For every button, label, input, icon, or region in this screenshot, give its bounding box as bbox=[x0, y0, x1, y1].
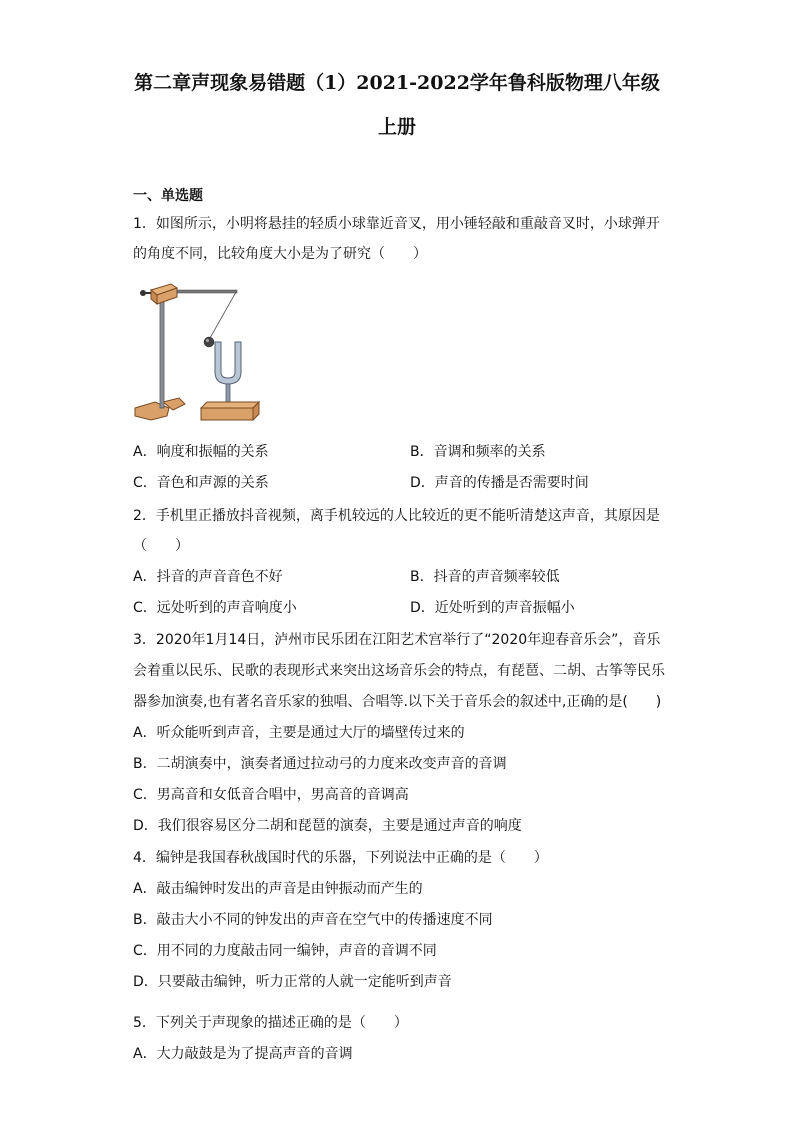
q1-stem-line2: 的角度不同，比较角度大小是为了研究（ ） bbox=[133, 246, 427, 262]
q4-option-b: B．敲击大小不同的钟发出的声音在空气中的传播速度不同 bbox=[133, 912, 493, 928]
q3-stem-line2: 会着重以民乐、民歌的表现形式来突出这场音乐会的特点，有琵琶、二胡、古筝等民乐 bbox=[133, 663, 665, 679]
tuning-fork-figure bbox=[133, 280, 268, 428]
q2-option-d: D．近处听到的声音振幅小 bbox=[410, 600, 575, 616]
q3-option-b: B．二胡演奏中，演奏者通过拉动弓的力度来改变声音的音调 bbox=[133, 756, 507, 772]
q4-option-c: C．用不同的力度敲击同一编钟，声音的音调不同 bbox=[133, 943, 437, 959]
q3-option-c: C．男高音和女低音合唱中，男高音的音调高 bbox=[133, 787, 409, 803]
q1-stem-line1: 1．如图所示，小明将悬挂的轻质小球靠近音叉，用小锤轻敲和重敲音叉时，小球弹开 bbox=[133, 216, 660, 232]
q4-option-a: A．敲击编钟时发出的声音是由钟振动而产生的 bbox=[133, 881, 423, 897]
section-heading: 一、单选题 bbox=[133, 188, 203, 204]
q5-stem: 5．下列关于声现象的描述正确的是（ ） bbox=[133, 1015, 408, 1031]
q1-option-c: C．音色和声源的关系 bbox=[133, 475, 269, 491]
q3-option-a: A．听众能听到声音，主要是通过大厅的墙壁传过来的 bbox=[133, 725, 465, 741]
q3-stem-line3: 器参加演奏,也有著名音乐家的独唱、合唱等.以下关于音乐会的叙述中,正确的是( ) bbox=[133, 694, 662, 710]
q5-option-a: A．大力敲鼓是为了提高声音的音调 bbox=[133, 1046, 353, 1062]
q2-stem-line2: （ ） bbox=[133, 538, 189, 554]
q3-stem-line1: 3．2020年1月14日，泸州市民乐团在江阳艺术宫举行了“2020年迎春音乐会”，音乐 bbox=[133, 632, 661, 648]
q1-option-d: D．声音的传播是否需要时间 bbox=[410, 475, 589, 491]
q2-option-c: C．远处听到的声音响度小 bbox=[133, 600, 297, 616]
q2-option-b: B．抖音的声音频率较低 bbox=[410, 569, 560, 585]
q2-stem-line1: 2．手机里正播放抖音视频，离手机较远的人比较近的更不能听清楚这声音，其原因是 bbox=[133, 508, 660, 524]
doc-title-line2: 上册 bbox=[377, 116, 416, 138]
q3-option-d: D．我们很容易区分二胡和琵琶的演奏，主要是通过声音的响度 bbox=[133, 818, 522, 834]
q1-option-b: B．音调和频率的关系 bbox=[410, 444, 546, 460]
doc-title-line1: 第二章声现象易错题（1）2021-2022学年鲁科版物理八年级 bbox=[134, 72, 660, 94]
q4-stem: 4．编钟是我国春秋战国时代的乐器，下列说法中正确的是（ ） bbox=[133, 850, 548, 866]
q2-option-a: A．抖音的声音音色不好 bbox=[133, 569, 283, 585]
q1-option-a: A．响度和振幅的关系 bbox=[133, 444, 269, 460]
q4-option-d: D．只要敲击编钟，听力正常的人就一定能听到声音 bbox=[133, 974, 452, 990]
